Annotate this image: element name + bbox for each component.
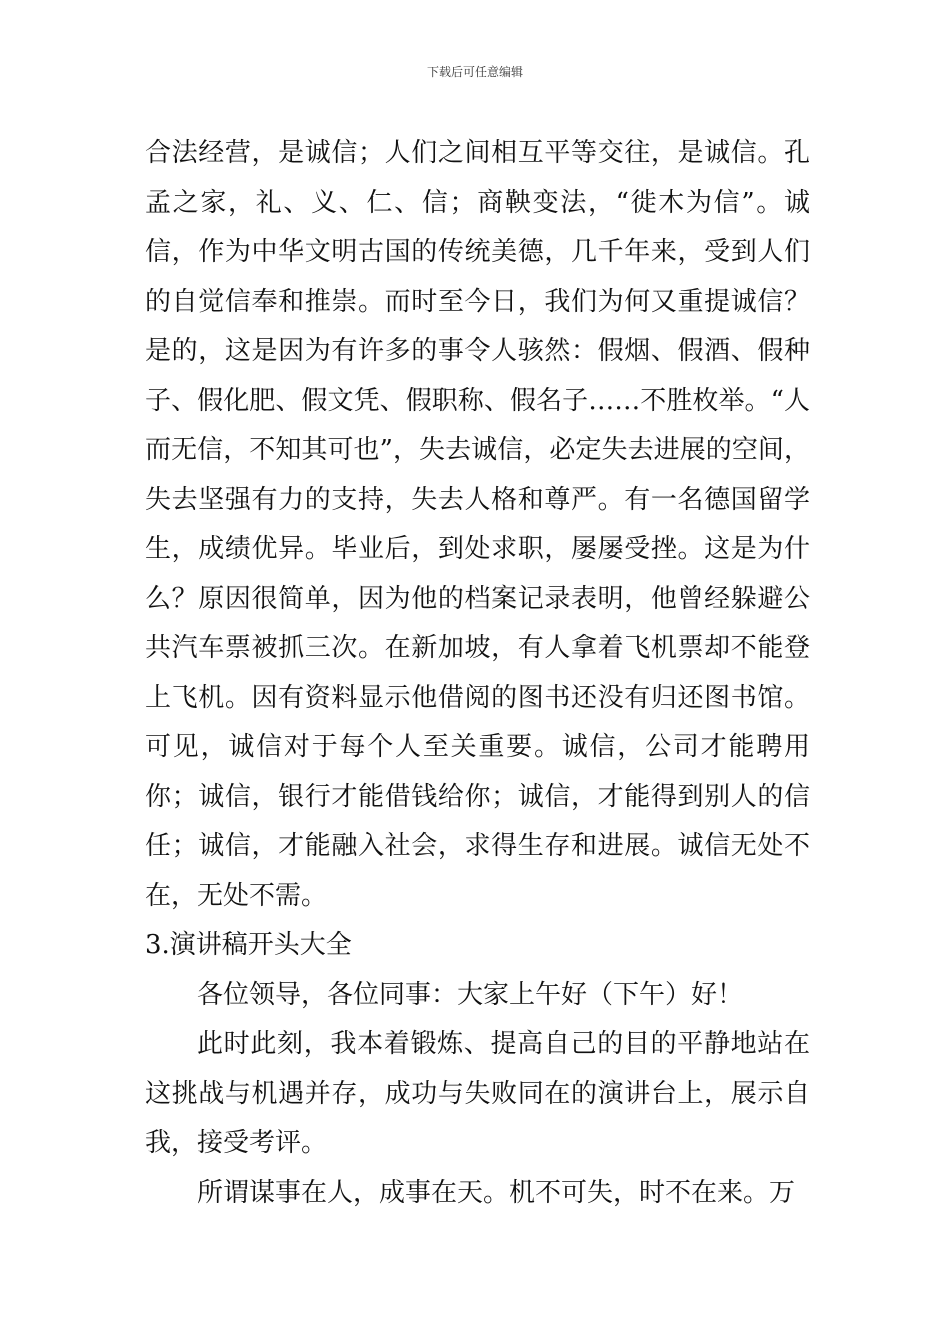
document-body <box>145 129 810 1218</box>
page-header-note: 下载后可任意编辑 <box>426 65 523 79</box>
speech-paragraph-1: 此时此刻，我本着锻炼、提高自己的目的平静地站在这挑战与机遇并存，成功与失败同在的演讲台上，展示自我，接受考评。 <box>145 1029 810 1158</box>
body-paragraph-integrity: 合法经营，是诚信；人们之间相互平等交往，是诚信。孔孟之家，礼、义、仁、信；商鞅变法，“徙木为信”。诚信，作为中华文明古国的传统美德，几千年来，受到人们的自觉信奉和推崇。而时至今日，我们为何又重提诚信？是的，这是因为有许多的事令人骇然：假烟、假酒、假种子、假化肥、假文凭、假职称、假名子……不胜枚举。“人而无信，不知其可也”，失去诚信，必定失去进展的空间，失去坚强有力的支持，失去人格和尊严。有一名德国留学生，成绩优异。毕业后，到处求职，屡屡受挫。这是为什么？原因很简单，因为他的档案记录表明，他曾经躲避公共汽车票被抓三次。在新加坡，有人拿着飞机票却不能登上飞机。因有资料显示他借阅的图书还没有归还图书馆。可见，诚信对于每个人至关重要。诚信，公司才能聘用你；诚信，银行才能借钱给你；诚信，才能得到别人的信任；诚信，才能融入社会，求得生存和进展。诚信无处不在，无处不需。 <box>145 138 810 911</box>
section-heading: 3.演讲稿开头大全 <box>145 930 352 960</box>
speech-paragraph-2: 所谓谋事在人，成事在天。机不可失，时不在来。万 <box>197 1177 796 1208</box>
speech-greeting: 各位领导，各位同事：大家上午好（下午）好！ <box>197 979 744 1010</box>
